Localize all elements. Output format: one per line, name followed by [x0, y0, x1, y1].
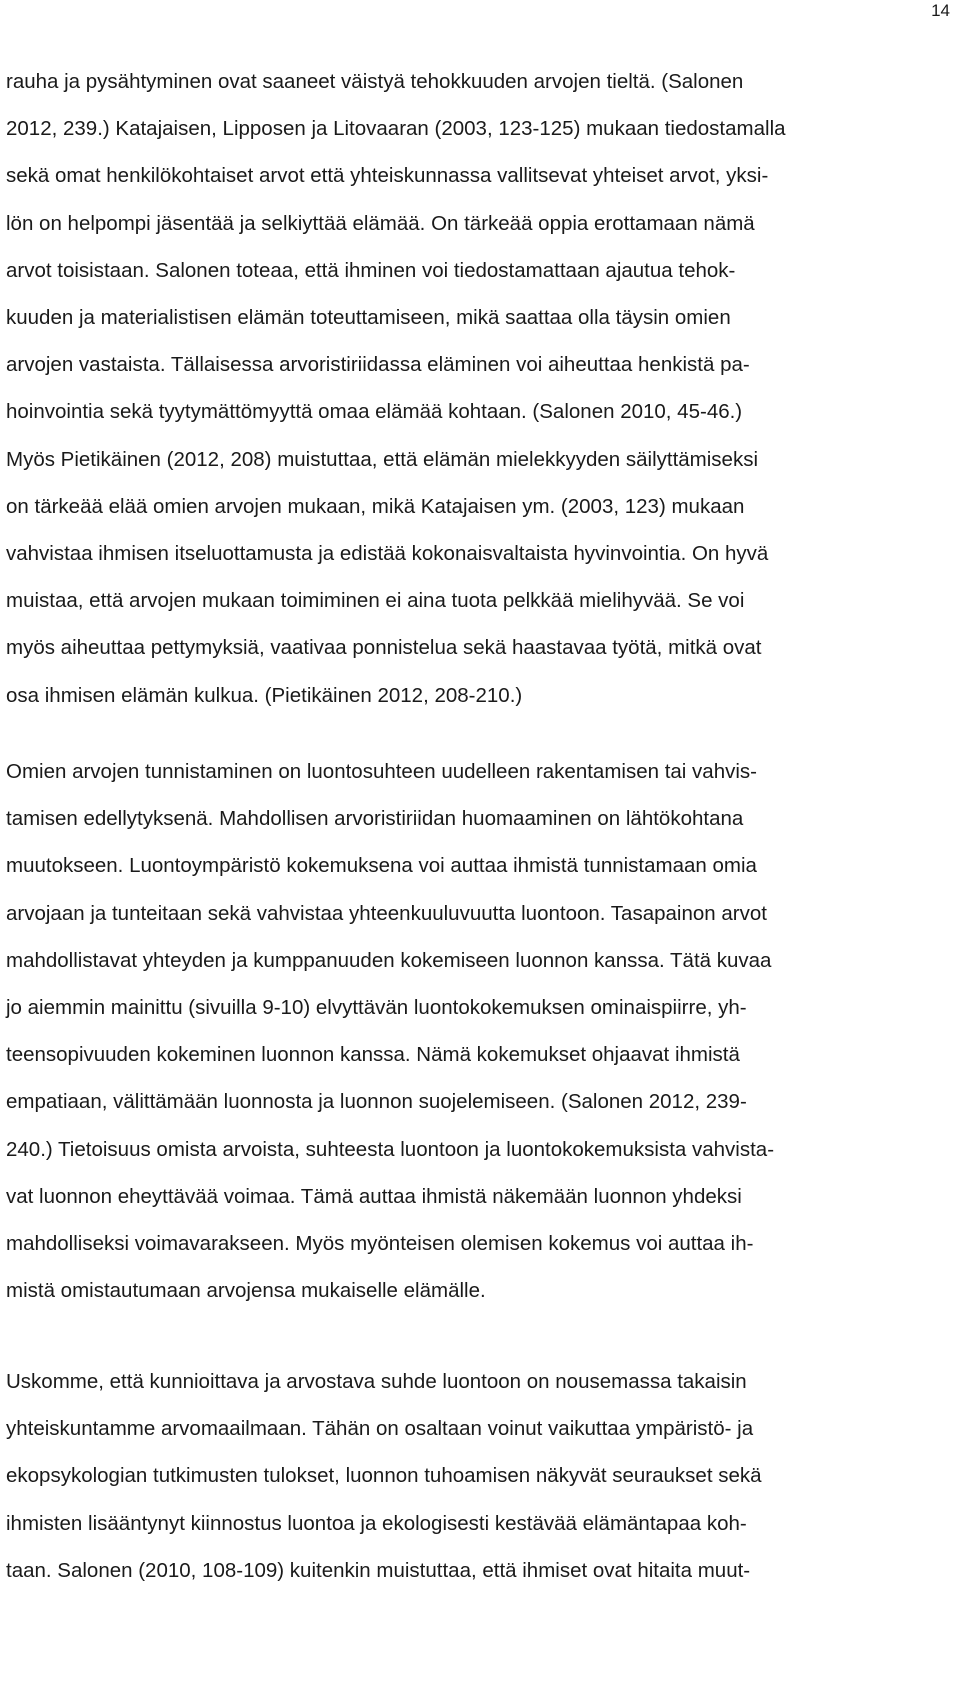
text-line: tamisen edellytyksenä. Mahdollisen arvoristiriidan huomaaminen on lähtökohtana: [6, 807, 744, 830]
text-line: vat luonnon eheyttävää voimaa. Tämä auttaa ihmistä näkemään luonnon yhdeksi: [6, 1185, 742, 1208]
text-line: hoinvointia sekä tyytymättömyyttä omaa elämää kohtaan. (Salonen 2010, 45-46.): [6, 400, 743, 423]
text-line: arvot toisistaan. Salonen toteaa, että ihminen voi tiedostamattaan ajautua tehok-: [6, 259, 736, 282]
text-line: Myös Pietikäinen (2012, 208) muistuttaa, että elämän mielekkyyden säilyttämiseksi: [6, 448, 759, 471]
text-line: 2012, 239.) Katajaisen, Lipposen ja Litovaaran (2003, 123-125) mukaan tiedostamalla: [6, 117, 786, 140]
text-line: mahdollistavat yhteyden ja kumppanuuden kokemiseen luonnon kanssa. Tätä kuvaa: [6, 949, 772, 972]
text-line: empatiaan, välittämään luonnosta ja luonnon suojelemiseen. (Salonen 2012, 239-: [6, 1090, 747, 1113]
text-line: kuuden ja materialistisen elämän toteuttamiseen, mikä saattaa olla täysin omien: [6, 306, 731, 329]
text-line: mistä omistautumaan arvojensa mukaiselle elämälle.: [6, 1279, 486, 1302]
text-line: on tärkeää elää omien arvojen mukaan, mikä Katajaisen ym. (2003, 123) mukaan: [6, 495, 745, 518]
text-line: 240.) Tietoisuus omista arvoista, suhteesta luontoon ja luontokokemuksista vahvista-: [6, 1138, 775, 1161]
text-line: muistaa, että arvojen mukaan toimiminen ei aina tuota pelkkää mielihyvää. Se voi: [6, 589, 745, 612]
text-line: taan. Salonen (2010, 108-109) kuitenkin muistuttaa, että ihmiset ovat hitaita muut-: [6, 1559, 751, 1582]
text-line: vahvistaa ihmisen itseluottamusta ja edistää kokonaisvaltaista hyvinvointia. On hyvä: [6, 542, 769, 565]
text-line: jo aiemmin mainittu (sivuilla 9-10) elvyttävän luontokokemuksen ominaispiirre, yh-: [6, 996, 747, 1019]
text-line: ihmisten lisääntynyt kiinnostus luontoa ja ekologisesti kestävää elämäntapaa koh-: [6, 1512, 747, 1535]
text-line: mahdolliseksi voimavarakseen. Myös myönteisen olemisen kokemus voi auttaa ih-: [6, 1232, 754, 1255]
text-line: muutokseen. Luontoympäristö kokemuksena voi auttaa ihmistä tunnistamaan omia: [6, 854, 757, 877]
text-line: arvojen vastaista. Tällaisessa arvoristiriidassa eläminen voi aiheuttaa henkistä pa-: [6, 353, 750, 376]
text-line: rauha ja pysähtyminen ovat saaneet väistyä tehokkuuden arvojen tieltä. (Salonen: [6, 70, 744, 93]
text-line: lön on helpompi jäsentää ja selkiyttää elämää. On tärkeää oppia erottamaan nämä: [6, 212, 755, 235]
text-line: myös aiheuttaa pettymyksiä, vaativaa ponnistelua sekä haastavaa työtä, mitkä ovat: [6, 636, 762, 659]
text-line: yhteiskuntamme arvomaailmaan. Tähän on osaltaan voinut vaikuttaa ympäristö- ja: [6, 1417, 754, 1440]
text-line: ekopsykologian tutkimusten tulokset, luonnon tuhoamisen näkyvät seuraukset sekä: [6, 1464, 762, 1487]
text-line: Omien arvojen tunnistaminen on luontosuhteen uudelleen rakentamisen tai vahvis-: [6, 760, 757, 783]
text-line: arvojaan ja tunteitaan sekä vahvistaa yhteenkuuluvuutta luontoon. Tasapainon arvot: [6, 902, 767, 925]
page-number: 14: [931, 1, 950, 20]
text-line: teensopivuuden kokeminen luonnon kanssa. Nämä kokemukset ohjaavat ihmistä: [6, 1043, 740, 1066]
text-line: sekä omat henkilökohtaiset arvot että yhteiskunnassa vallitsevat yhteiset arvot, yksi-: [6, 164, 769, 187]
text-line: osa ihmisen elämän kulkua. (Pietikäinen 2012, 208-210.): [6, 684, 523, 707]
text-line: Uskomme, että kunnioittava ja arvostava suhde luontoon on nousemassa takaisin: [6, 1370, 747, 1393]
